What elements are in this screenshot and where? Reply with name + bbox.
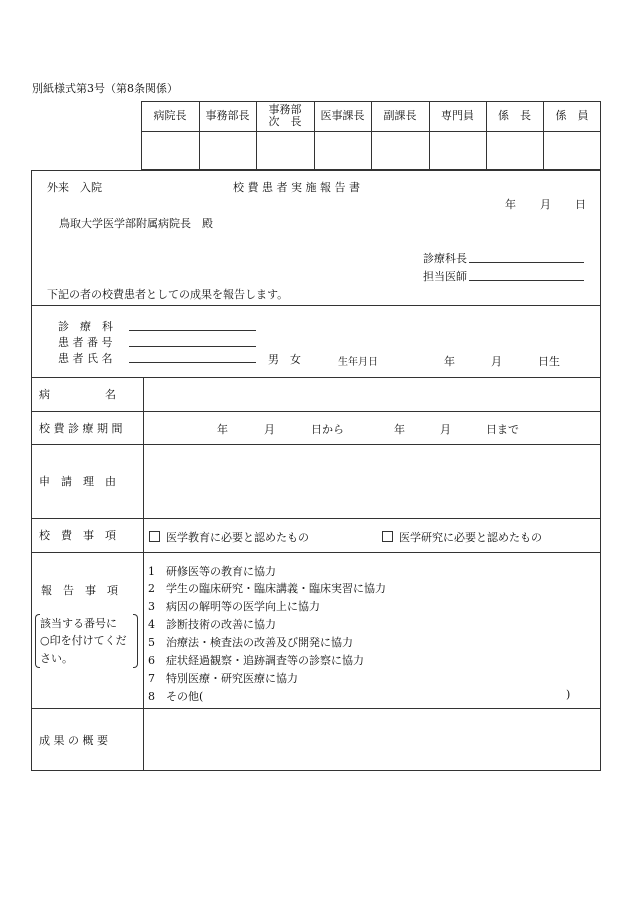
doctor-label: 担当医師 (423, 270, 467, 283)
period-year-2: 年 (394, 423, 405, 436)
stamp-field[interactable] (256, 132, 314, 170)
stamp-field[interactable] (141, 132, 199, 170)
stamp-field[interactable] (486, 132, 543, 170)
role-deputy-director: 事務部 次 長 (268, 103, 302, 128)
stamp-field[interactable] (543, 132, 601, 170)
period-month-2: 月 (440, 423, 451, 436)
role-deputy-chief: 副課長 (383, 109, 417, 122)
date-year: 年 (505, 198, 516, 211)
disease-label: 病 名 (39, 388, 116, 401)
period-year-1: 年 (217, 423, 228, 436)
patient-number-label: 患 者 番 号 (58, 336, 113, 349)
dept-head-label: 診療科長 (423, 252, 467, 265)
items-note-line: さい。 (40, 652, 73, 665)
period-to: 日まで (486, 423, 519, 436)
report-item[interactable]: 8 その他( (148, 690, 204, 703)
sex-options[interactable]: 男 女 (268, 353, 301, 366)
checkbox-icon[interactable] (149, 531, 160, 542)
summary-label: 成 果 の 概 要 (39, 733, 108, 747)
matter-label: 校 費 事 項 (39, 529, 116, 542)
role-admin-director: 事務部長 (205, 109, 250, 122)
patient-number-field[interactable] (129, 346, 256, 347)
checkbox-icon[interactable] (382, 531, 393, 542)
stamp-field[interactable] (371, 132, 429, 170)
report-item[interactable]: 7 特別医療・研究医療に協力 (148, 672, 298, 685)
items-note-line: ○印を付けてくだ (40, 634, 127, 647)
dept-head-field[interactable] (469, 262, 584, 263)
period-label: 校 費 診 療 期 間 (39, 421, 123, 435)
role-section-chief: 係 長 (498, 109, 531, 122)
report-title: 校 費 患 者 実 施 報 告 書 (233, 181, 360, 194)
patient-name-field[interactable] (129, 362, 256, 363)
disease-field[interactable] (144, 378, 600, 411)
date-day: 日 (575, 198, 586, 211)
dob-label: 生年月日 (338, 357, 378, 368)
matter-option-education[interactable] (149, 529, 309, 545)
matter-option-education-label: 医学教育に必要と認めたもの (166, 531, 309, 544)
summary-field[interactable] (144, 709, 600, 770)
period-from: 日から (311, 423, 344, 436)
dob-month: 月 (491, 355, 502, 368)
report-item[interactable]: 1 研修医等の教育に協力 (148, 565, 276, 578)
reason-label: 申 請 理 由 (39, 475, 116, 488)
date-month: 月 (540, 198, 551, 211)
dob-day: 日生 (538, 355, 560, 368)
doctor-field[interactable] (469, 280, 584, 281)
report-item[interactable]: 3 病因の解明等の医学向上に協力 (148, 600, 320, 613)
items-label: 報 告 事 項 (41, 584, 118, 597)
visit-type: 外来 入院 (47, 181, 102, 194)
dob-year: 年 (444, 355, 455, 368)
bracket-right (133, 614, 138, 668)
stamp-field[interactable] (314, 132, 371, 170)
stamp-field[interactable] (429, 132, 486, 170)
report-item[interactable]: 6 症状経過観察・追跡調査等の診察に協力 (148, 654, 364, 667)
report-item[interactable]: 4 診断技術の改善に協力 (148, 618, 276, 631)
role-hospital-director: 病院長 (153, 109, 187, 122)
role-specialist: 専門員 (441, 109, 474, 122)
addressee: 鳥取大学医学部附属病院長 殿 (59, 217, 213, 230)
items-note-line: 該当する番号に (40, 617, 117, 630)
reason-field[interactable] (144, 445, 600, 518)
dept-label: 診 療 科 (58, 320, 113, 333)
matter-option-research[interactable] (382, 529, 542, 545)
report-item-close: ) (566, 688, 571, 701)
role-medical-affairs-chief: 医事課長 (320, 109, 365, 122)
patient-name-label: 患 者 氏 名 (58, 352, 113, 365)
dept-field[interactable] (129, 330, 256, 331)
report-statement: 下記の者の校費患者としての成果を報告します。 (47, 288, 289, 301)
stamp-field[interactable] (199, 132, 256, 170)
report-item[interactable]: 5 治療法・検査法の改善及び開発に協力 (148, 636, 353, 649)
report-item[interactable]: 2 学生の臨床研究・臨床講義・臨床実習に協力 (148, 582, 386, 595)
role-staff: 係 員 (555, 109, 589, 122)
period-month-1: 月 (264, 423, 275, 436)
matter-option-research-label: 医学研究に必要と認めたもの (399, 531, 542, 544)
form-id: 別紙様式第3号（第8条関係） (32, 82, 178, 95)
